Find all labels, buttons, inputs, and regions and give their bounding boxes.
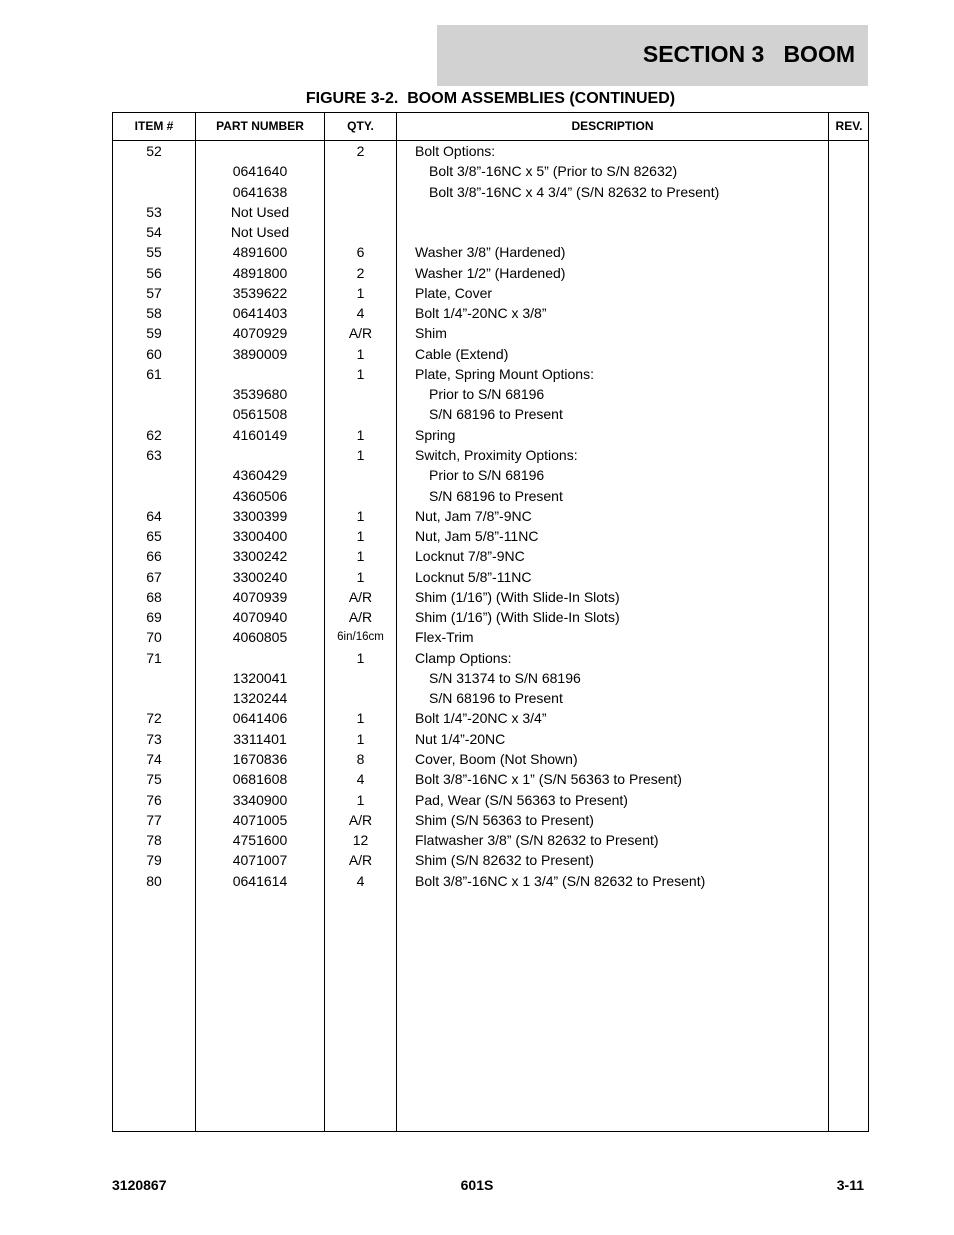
quantity: 2 <box>356 264 365 281</box>
quantity: 6 <box>356 244 365 261</box>
table-row <box>113 445 868 465</box>
part-number: 0641406 <box>232 710 288 727</box>
table-row <box>113 668 868 688</box>
part-number: 3300400 <box>232 528 288 545</box>
item-number: 71 <box>146 649 162 666</box>
column-header-item: ITEM # <box>134 119 174 133</box>
quantity: A/R <box>348 811 373 828</box>
part-number: 4060805 <box>232 629 288 646</box>
item-number: 64 <box>146 507 162 524</box>
quantity: 1 <box>356 528 365 545</box>
description: Shim (1/16”) (With Slide-In Slots) <box>415 609 620 626</box>
description: Prior to S/N 68196 <box>429 386 545 403</box>
item-number: 69 <box>146 609 162 626</box>
part-number: 4891600 <box>232 244 288 261</box>
part-number: 3300242 <box>232 548 288 565</box>
table-row <box>113 871 868 891</box>
item-number: 79 <box>146 852 162 869</box>
description: Cover, Boom (Not Shown) <box>415 750 578 767</box>
quantity: 1 <box>356 345 365 362</box>
column-header-description: DESCRIPTION <box>571 119 654 133</box>
item-number: 56 <box>146 264 162 281</box>
item-number: 74 <box>146 750 162 767</box>
table-row <box>113 607 868 627</box>
table-row <box>113 384 868 404</box>
description: Bolt 3/8”-16NC x 1 3/4” (S/N 82632 to Present) <box>415 872 706 889</box>
part-number: 4160149 <box>232 426 288 443</box>
item-number: 78 <box>146 832 162 849</box>
item-number: 72 <box>146 710 162 727</box>
description: Cable (Extend) <box>415 345 509 362</box>
table-row <box>113 850 868 870</box>
item-number: 75 <box>146 771 162 788</box>
description: Nut, Jam 5/8”-11NC <box>415 528 539 545</box>
table-row <box>113 263 868 283</box>
item-number: 76 <box>146 791 162 808</box>
part-number: 3539680 <box>232 386 288 403</box>
table-row <box>113 526 868 546</box>
part-number: 4070929 <box>232 325 288 342</box>
item-number: 53 <box>146 203 162 220</box>
description: Shim (S/N 82632 to Present) <box>415 852 594 869</box>
description: Nut, Jam 7/8”-9NC <box>415 507 532 524</box>
quantity: 1 <box>356 548 365 565</box>
item-number: 58 <box>146 305 162 322</box>
description: Washer 1/2” (Hardened) <box>415 264 566 281</box>
item-number: 54 <box>146 224 162 241</box>
description: Prior to S/N 68196 <box>429 467 545 484</box>
description: Plate, Cover <box>415 284 493 301</box>
table-row <box>113 222 868 242</box>
part-number: 1670836 <box>232 750 288 767</box>
quantity: 8 <box>356 750 365 767</box>
part-number: 3539622 <box>232 284 288 301</box>
quantity: 4 <box>356 771 365 788</box>
part-number: Not Used <box>230 224 290 241</box>
table-row <box>113 364 868 384</box>
table-row <box>113 344 868 364</box>
quantity: 1 <box>356 710 365 727</box>
quantity: 1 <box>356 426 365 443</box>
quantity: A/R <box>348 588 373 605</box>
part-number: 4070940 <box>232 609 288 626</box>
description: Flatwasher 3/8” (S/N 82632 to Present) <box>415 832 659 849</box>
item-number: 60 <box>146 345 162 362</box>
description: Flex-Trim <box>415 629 474 646</box>
description: Bolt 3/8”-16NC x 5” (Prior to S/N 82632) <box>429 163 678 180</box>
part-number: 0641640 <box>232 163 288 180</box>
description: Shim <box>415 325 447 342</box>
item-number: 66 <box>146 548 162 565</box>
description: S/N 68196 to Present <box>429 487 563 504</box>
table-row <box>113 627 868 647</box>
description: Locknut 5/8”-11NC <box>415 568 532 585</box>
column-header-rev: REV. <box>835 119 863 133</box>
description: Clamp Options: <box>415 649 512 666</box>
description: Pad, Wear (S/N 56363 to Present) <box>415 791 628 808</box>
table-row <box>113 303 868 323</box>
quantity: A/R <box>348 852 373 869</box>
part-number: Not Used <box>230 203 290 220</box>
description: Washer 3/8” (Hardened) <box>415 244 566 261</box>
part-number: 4751600 <box>232 832 288 849</box>
quantity: 2 <box>356 143 365 159</box>
table-row <box>113 769 868 789</box>
item-number: 77 <box>146 811 162 828</box>
footer-model: 601S <box>460 1177 494 1193</box>
description: Bolt 3/8”-16NC x 1” (S/N 56363 to Present) <box>415 771 682 788</box>
description: Switch, Proximity Options: <box>415 446 578 463</box>
item-number: 67 <box>146 568 162 585</box>
item-number: 65 <box>146 528 162 545</box>
table-row <box>113 546 868 566</box>
part-number: 3890009 <box>232 345 288 362</box>
description: Locknut 7/8”-9NC <box>415 548 525 565</box>
table-row <box>113 810 868 830</box>
part-number: 4360506 <box>232 487 288 504</box>
quantity: 4 <box>356 872 365 889</box>
table-row <box>113 830 868 850</box>
part-number: 4360429 <box>232 467 288 484</box>
item-number: 55 <box>146 244 162 261</box>
part-number: 1320244 <box>232 690 288 707</box>
table-row <box>113 567 868 587</box>
description: Shim (1/16”) (With Slide-In Slots) <box>415 588 620 605</box>
section-header <box>437 25 868 86</box>
quantity: 6in/16cm <box>337 631 384 644</box>
table-row <box>113 506 868 526</box>
part-number: 3300399 <box>232 507 288 524</box>
table-row <box>113 790 868 810</box>
part-number: 0641403 <box>232 305 288 322</box>
parts-table <box>112 112 869 1132</box>
item-number: 61 <box>146 365 162 382</box>
table-row <box>113 587 868 607</box>
description: Bolt Options: <box>415 143 496 159</box>
quantity: 1 <box>356 730 365 747</box>
item-number: 62 <box>146 426 162 443</box>
part-number: 0641614 <box>232 872 288 889</box>
part-number: 4071007 <box>232 852 288 869</box>
item-number: 80 <box>146 872 162 889</box>
section-title: SECTION 3 BOOM <box>642 41 855 67</box>
description: Plate, Spring Mount Options: <box>415 365 594 382</box>
table-row <box>113 648 868 668</box>
table-row <box>113 425 868 445</box>
part-number: 0641638 <box>232 183 288 200</box>
item-number: 73 <box>146 730 162 747</box>
quantity: A/R <box>348 609 373 626</box>
footer-doc-number: 3120867 <box>112 1177 167 1193</box>
column-header-part-number: PART NUMBER <box>216 119 304 133</box>
part-number: 4071005 <box>232 811 288 828</box>
column-header-qty: QTY. <box>347 119 374 133</box>
description: Nut 1/4”-20NC <box>415 730 506 747</box>
footer-page-number: 3-11 <box>836 1177 864 1193</box>
description: Bolt 1/4”-20NC x 3/8” <box>415 305 547 322</box>
quantity: 1 <box>356 284 365 301</box>
part-number: 0561508 <box>232 406 288 423</box>
quantity: 1 <box>356 446 365 463</box>
part-number: 4070939 <box>232 588 288 605</box>
figure-title: FIGURE 3-2. BOOM ASSEMBLIES (CONTINUED) <box>305 90 676 107</box>
part-number: 3311401 <box>233 730 287 747</box>
description: Shim (S/N 56363 to Present) <box>415 811 594 828</box>
quantity: 4 <box>356 305 365 322</box>
item-number: 68 <box>146 588 162 605</box>
item-number: 70 <box>146 629 162 646</box>
table-row <box>113 708 868 728</box>
table-row <box>113 202 868 222</box>
description: Bolt 3/8”-16NC x 4 3/4” (S/N 82632 to Present) <box>429 183 720 200</box>
table-row <box>113 465 868 485</box>
quantity: 1 <box>356 649 365 666</box>
table-row <box>113 749 868 769</box>
part-number: 0681608 <box>232 771 288 788</box>
table-row <box>113 323 868 343</box>
quantity: 1 <box>356 791 365 808</box>
table-row <box>113 404 868 424</box>
table-row <box>113 182 868 202</box>
table-row <box>113 161 868 181</box>
description: Bolt 1/4”-20NC x 3/4” <box>415 710 547 727</box>
quantity: 12 <box>352 832 369 849</box>
part-number: 3300240 <box>232 568 288 585</box>
table-row <box>113 486 868 506</box>
part-number: 1320041 <box>232 669 288 686</box>
table-row <box>113 283 868 303</box>
description: Spring <box>415 426 456 443</box>
description: S/N 31374 to S/N 68196 <box>429 669 581 686</box>
table-row <box>113 729 868 749</box>
quantity: A/R <box>348 325 373 342</box>
item-number: 63 <box>146 446 162 463</box>
item-number: 52 <box>146 143 162 159</box>
description: S/N 68196 to Present <box>429 406 563 423</box>
table-body <box>113 141 868 891</box>
table-row <box>113 688 868 708</box>
quantity: 1 <box>356 568 365 585</box>
description: S/N 68196 to Present <box>429 690 563 707</box>
quantity: 1 <box>356 507 365 524</box>
item-number: 57 <box>146 284 162 301</box>
table-row <box>113 141 868 161</box>
part-number: 3340900 <box>232 791 288 808</box>
item-number: 59 <box>146 325 162 342</box>
part-number: 4891800 <box>232 264 288 281</box>
table-row <box>113 242 868 262</box>
quantity: 1 <box>356 365 365 382</box>
